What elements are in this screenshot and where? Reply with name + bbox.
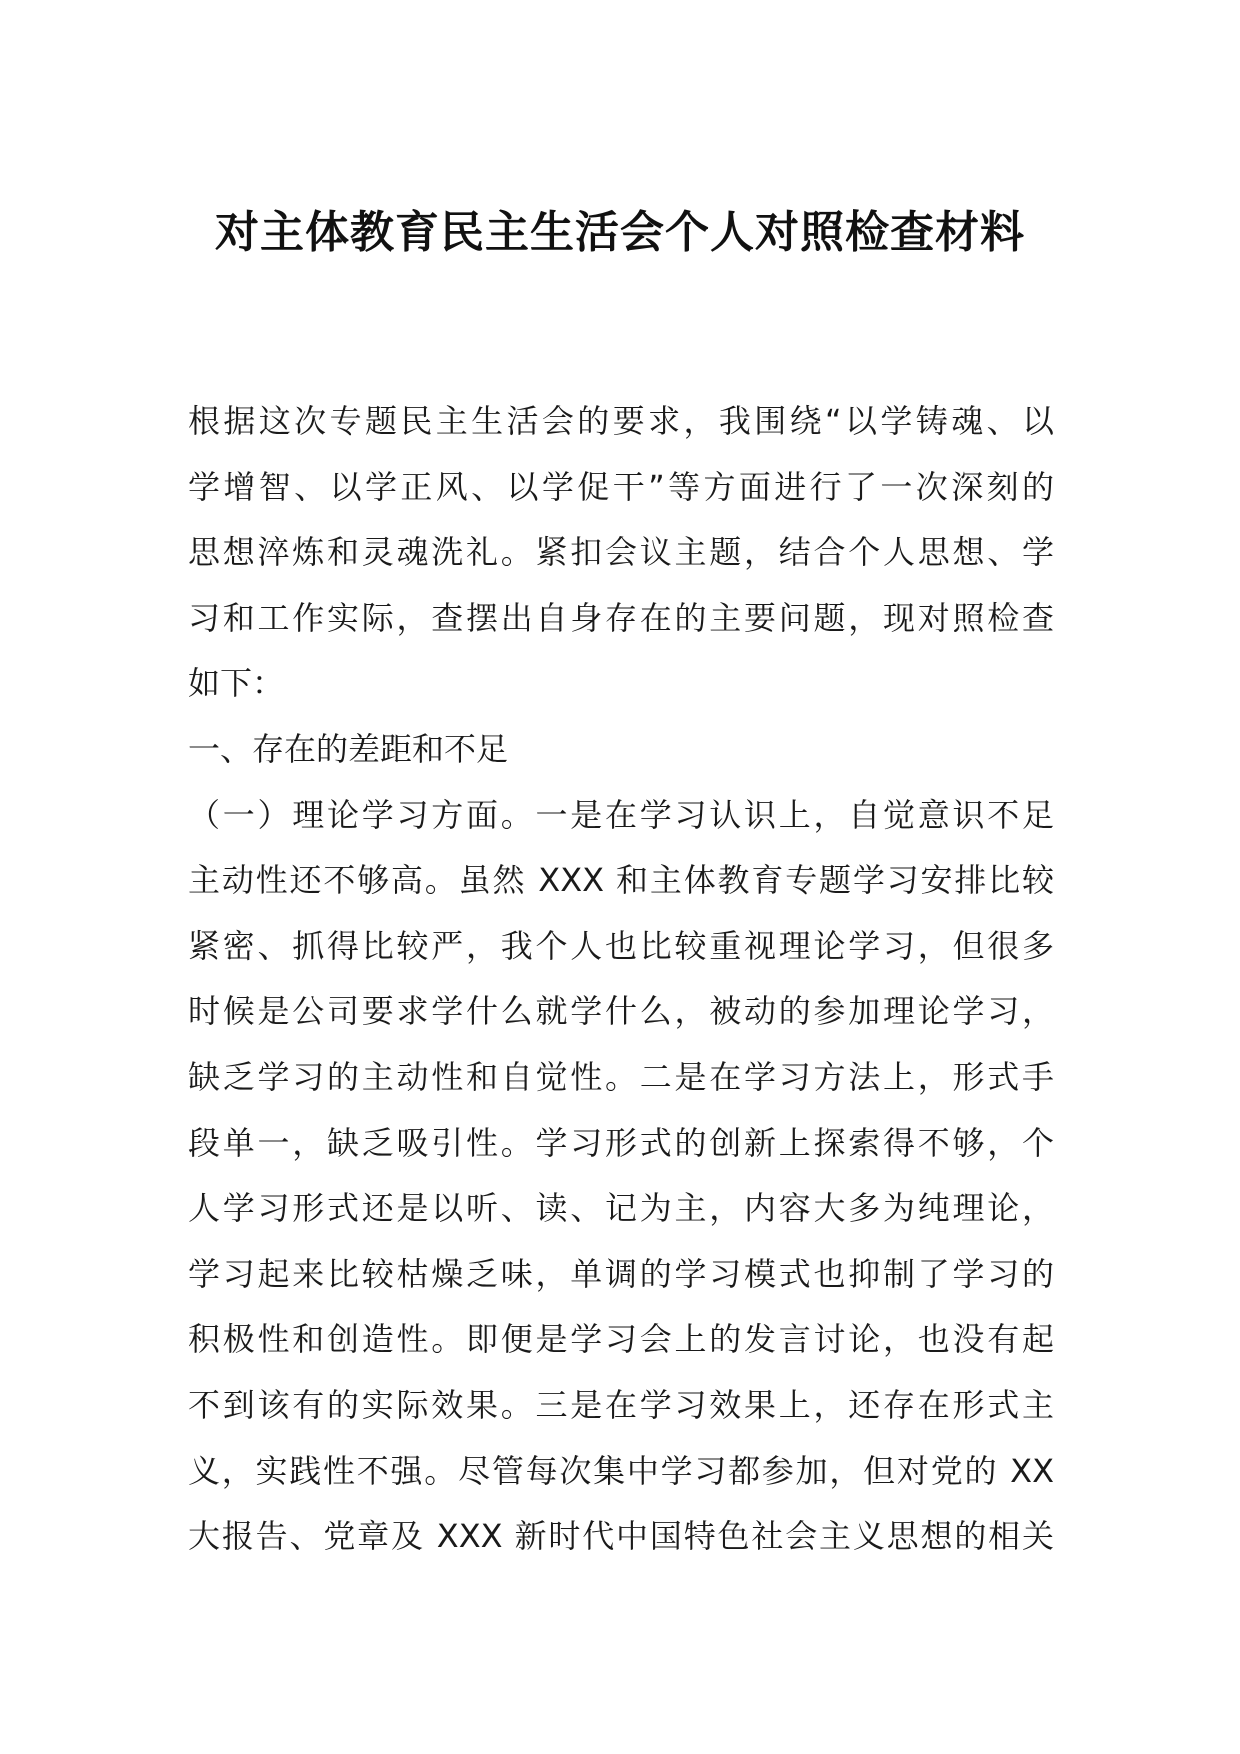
body-line: 如下：	[188, 664, 285, 703]
body-line: 段单一，缺乏吸引性。学习形式的创新上探索得不够，个	[188, 1123, 1054, 1162]
body-line: 时候是公司要求学什么就学什么，被动的参加理论学习，	[188, 992, 1054, 1031]
body-line: （一）理论学习方面。一是在学习认识上，自觉意识不足	[188, 795, 1054, 834]
body-line: 学增智、以学正风、以学促干”等方面进行了一次深刻的	[188, 467, 1054, 506]
body-line: 习和工作实际，查摆出自身存在的主要问题，现对照检查	[188, 598, 1054, 637]
body-line: 积极性和创造性。即便是学习会上的发言讨论，也没有起	[188, 1320, 1054, 1359]
body-line: 不到该有的实际效果。三是在学习效果上，还存在形式主	[188, 1385, 1054, 1424]
body-line: 人学习形式还是以听、读、记为主，内容大多为纯理论，	[188, 1189, 1054, 1228]
document-title: 对主体教育民主生活会个人对照检查材料	[215, 207, 1025, 258]
body-line: 大报告、党章及 XXX 新时代中国特色社会主义思想的相关	[188, 1517, 1054, 1556]
body-line: 主动性还不够高。虽然 XXX 和主体教育专题学习安排比较	[188, 861, 1054, 900]
body-line: 缺乏学习的主动性和自觉性。二是在学习方法上，形式手	[188, 1057, 1054, 1096]
body-line: 紧密、抓得比较严，我个人也比较重视理论学习，但很多	[188, 926, 1054, 965]
body-line: 根据这次专题民主生活会的要求，我围绕“以学铸魂、以	[188, 402, 1054, 440]
body-line: 义，实践性不强。尽管每次集中学习都参加，但对党的 XX	[188, 1451, 1054, 1490]
body-line: 思想淬炼和灵魂洗礼。紧扣会议主题，结合个人思想、学	[188, 533, 1054, 572]
document-body	[188, 389, 1054, 1570]
section-heading: 一、存在的差距和不足	[188, 729, 509, 768]
body-line: 学习起来比较枯燥乏味，单调的学习模式也抑制了学习的	[188, 1254, 1054, 1293]
